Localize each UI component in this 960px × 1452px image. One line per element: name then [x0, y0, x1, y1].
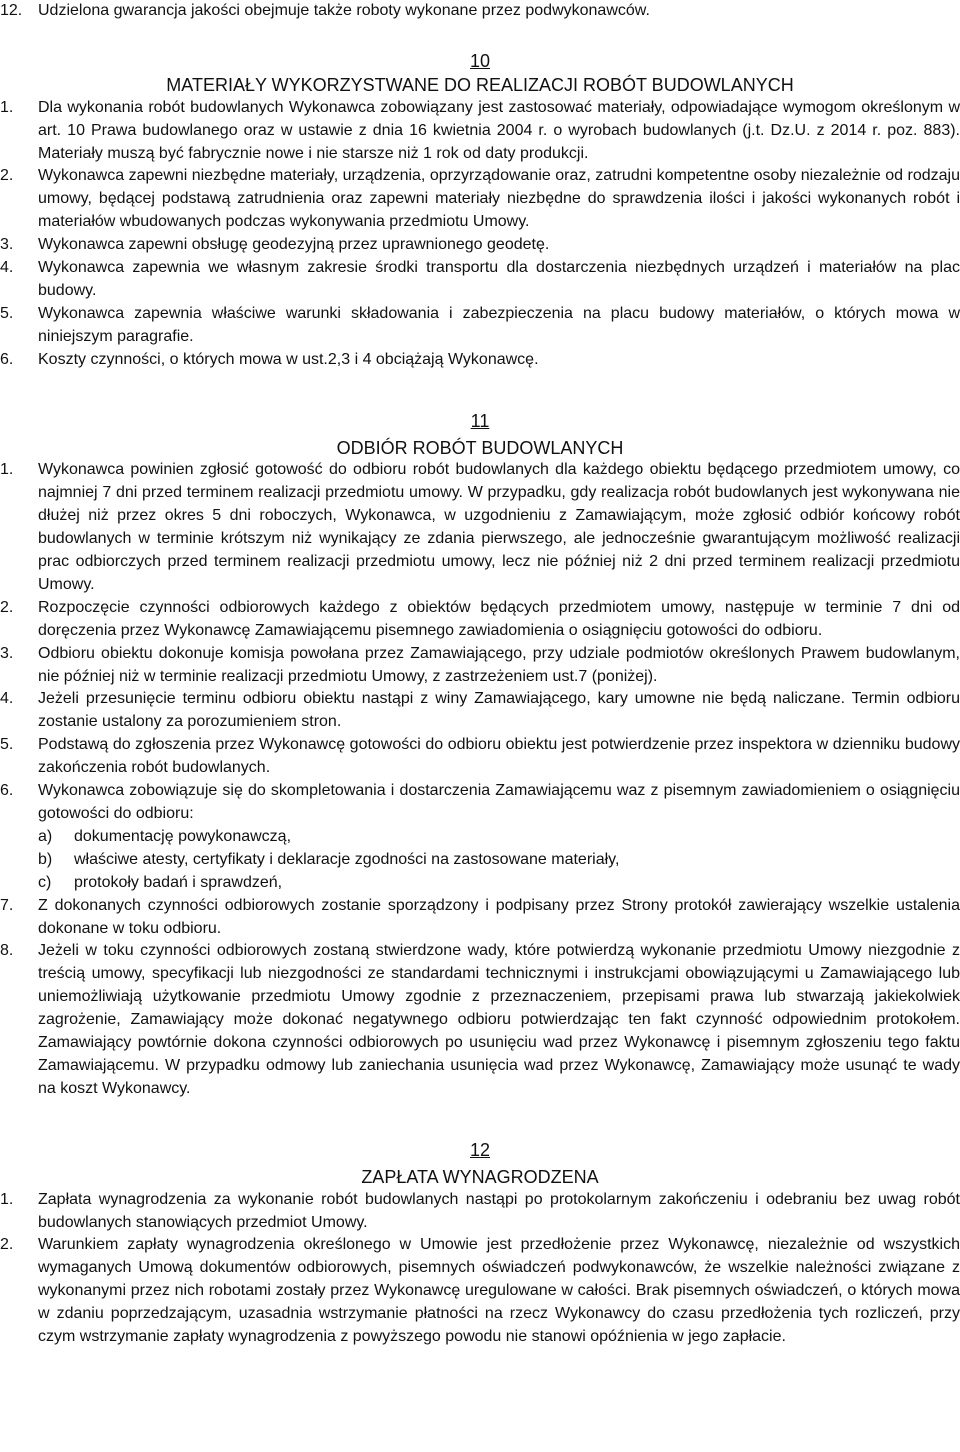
item-text: Zapłata wynagrodzenia za wykonanie robót budowlanych nastąpi po protokolarnym zakończeniu i odebraniu bez uwag robót budowlanych stanowiących przedmiot Umowy.	[38, 1190, 960, 1231]
item-number: 1.	[0, 98, 14, 116]
item-text: Wykonawca zapewnia we własnym zakresie środki transportu dla dostarczenia niezbędnych urządzeń i materiałów na plac budowy.	[38, 259, 960, 299]
item-number: 3.	[0, 236, 14, 254]
section-number: 12	[469, 1139, 491, 1160]
indent-spacer	[0, 849, 38, 872]
sub-item-label: c)	[38, 873, 52, 891]
list-item	[0, 97, 960, 166]
sub-list-item	[0, 872, 960, 895]
item-number: 4.	[0, 690, 14, 708]
item-number: 4.	[0, 259, 14, 277]
item-text: Wykonawca zobowiązuje się do skompletowania i dostarczenia Zamawiającemu waz z pisemnym zawiadomieniem o osiągnięciu gotowości do odbioru:	[38, 782, 960, 822]
item-text: Wykonawca zapewnia właściwe warunki składowania i zabezpieczenia na placu budowy materiałów, o których mowa w niniejszym paragrafie.	[38, 304, 960, 345]
item-number: 3.	[0, 644, 14, 662]
sub-item-text: dokumentację powykonawczą,	[74, 827, 292, 845]
list-item	[0, 234, 960, 257]
section-title: ODBIÓR ROBÓT BUDOWLANYCH	[336, 437, 624, 458]
item-number: 5.	[0, 304, 14, 322]
item-text: Wykonawca zapewni obsługę geodezyjną przez uprawnionego geodetę.	[38, 236, 550, 254]
section-12-heading	[0, 1139, 960, 1189]
item-text: Dla wykonania robót budowlanych Wykonawca zobowiązany jest zastosować materiały, odpowiadające wymogom określonym w art. 10 Prawa budowlanego oraz w ustawie z dnia 16 kwietnia 2004 r. o wyrobach budowlanych (j.t. Dz.U. z 2014 r. poz. 883). Materiały muszą być fabrycznie nowe i nie starsze niż 1 rok od daty produkcji.	[38, 98, 960, 162]
list-item	[0, 459, 960, 596]
section-12-items	[0, 1189, 960, 1349]
item-text: Odbioru obiektu dokonuje komisja powołana przez Zamawiającego, przy udziale podmiotów określonych Prawem budowlanym, nie później niż w terminie realizacji przedmiotu Umowy, z zastrzeżeniem ust.7 (poniżej).	[38, 644, 960, 685]
list-item	[0, 349, 960, 372]
item-number: 8.	[0, 942, 14, 960]
item-number: 6.	[0, 782, 14, 800]
section-title: MATERIAŁY WYKORZYSTWANE DO REALIZACJI ROBÓT BUDOWLANYCH	[166, 74, 794, 95]
sub-item-label: a)	[38, 827, 53, 845]
item-number: 1.	[0, 461, 14, 479]
list-item	[0, 303, 960, 349]
list-item	[0, 165, 960, 234]
list-item	[0, 688, 960, 734]
sub-list-item	[0, 826, 960, 849]
section-number: 10	[469, 50, 491, 71]
item-number: 5.	[0, 736, 14, 754]
list-item	[0, 1189, 960, 1235]
item-number: 1.	[0, 1190, 14, 1208]
list-item	[0, 1234, 960, 1349]
item-number: 2.	[0, 598, 14, 616]
item-text: Jeżeli przesunięcie terminu odbioru obiektu nastąpi z winy Zamawiającego, kary umowne nie będą naliczane. Termin odbioru zostanie ustalony za porozumieniem stron.	[38, 690, 960, 731]
item-text: Jeżeli w toku czynności odbiorowych zostaną stwierdzone wady, które potwierdzą wykonanie przedmiotu Umowy niezgodnie z treścią umowy, specyfikacji lub niezgodności ze standardami technicznymi i instrukcjami obowiązującymi u Zamawiającego lub uniemożliwiają użytkowanie przedmiotu Umowy zgodnie z przeznaczeniem, przepisami prawa lub stwarzają jakiekolwiek zagrożenie, Zamawiający może dokonać negatywnego odbioru potwierdzając ten fakt czynność odpowiednim protokołem. Zamawiający powtórnie dokona czynności odbiorowych po usunięciu wad przez Wykonawcę i pisemnym zgłoszeniu tego faktu Zamawiającemu. W przypadku odmowy lub zaniechania usunięcia wad przez Wykonawcę, Zamawiający może usunąć te wady na koszt Wykonawcy.	[38, 942, 960, 1097]
list-item	[0, 597, 960, 643]
list-item	[0, 734, 960, 780]
intro-clause	[0, 0, 960, 23]
section-title: ZAPŁATA WYNAGRODZENA	[361, 1166, 599, 1187]
section-11-heading	[0, 410, 960, 460]
indent-spacer	[0, 872, 38, 895]
item-text: Wykonawca powinien zgłosić gotowość do odbioru robót budowlanych dla każdego obiektu będącego przedmiotem umowy, co najmniej 7 dni przed terminem realizacji przedmiotu umowy. W przypadku, gdy realizacja robót budowlanych jest wykonywana nie dłużej niż przez okres 5 dni roboczych, Wykonawca, w uzgodnieniu z Zamawiającym, może zgłosić odbiór końcowy robót budowlanych w terminie krótszym niż wynikający ze zdania pierwszego, ale jednocześnie gwarantującym możliwość realizacji prac odbiorczych przed terminem realizacji przedmiotu umowy, lecz nie później niż 2 dni przed terminem realizacji przedmiotu Umowy.	[38, 461, 960, 593]
list-item	[0, 940, 960, 1100]
item-text: Wykonawca zapewni niezbędne materiały, urządzenia, oprzyrządowanie oraz, zatrudni kompetentne osoby niezależnie od rodzaju umowy, będącej podstawą zatrudnienia oraz zapewni materiały niezbędne do sprawdzenia ilości i jakości wykonanych robót i materiałów wbudowanych podczas wykonywania przedmiotu Umowy.	[38, 167, 960, 231]
item-text: Rozpoczęcie czynności odbiorowych każdego z obiektów będących przedmiotem umowy, następuje w terminie 7 dni od doręczenia przez Wykonawcę Zamawiającemu pisemnego zawiadomienia o osiągnięciu gotowości do odbioru.	[38, 598, 960, 639]
list-item	[0, 643, 960, 689]
item-text: Koszty czynności, o których mowa w ust.2,3 i 4 obciążają Wykonawcę.	[38, 350, 539, 368]
item-number: 6.	[0, 350, 14, 368]
section-11-items	[0, 459, 960, 1100]
sub-item-text: protokoły badań i sprawdzeń,	[74, 873, 283, 891]
item-text: Podstawą do zgłoszenia przez Wykonawcę gotowości do odbioru obiektu jest potwierdzenie przez inspektora w dzienniku budowy zakończenia robót budowlanych.	[38, 736, 960, 777]
section-10-items	[0, 97, 960, 372]
section-10-heading	[0, 50, 960, 97]
indent-spacer	[0, 826, 38, 849]
section-number: 11	[470, 410, 490, 431]
item-text: Z dokonanych czynności odbiorowych zostanie sporządzony i podpisany przez Strony protokół zawierający wszelkie ustalenia dokonane w toku odbioru.	[38, 896, 960, 937]
list-item	[0, 780, 960, 826]
clause-number: 12.	[0, 2, 23, 19]
item-number: 2.	[0, 1236, 14, 1254]
clause-text: Udzielona gwarancja jakości obejmuje także roboty wykonane przez podwykonawców.	[38, 2, 650, 19]
item-number: 7.	[0, 896, 14, 914]
sub-item-text: właściwe atesty, certyfikaty i deklaracje zgodności na zastosowane materiały,	[74, 850, 620, 868]
item-number: 2.	[0, 167, 14, 185]
list-item	[0, 895, 960, 941]
sub-item-label: b)	[38, 850, 53, 868]
list-item	[0, 257, 960, 303]
sub-list-item	[0, 849, 960, 872]
item-text: Warunkiem zapłaty wynagrodzenia określonego w Umowie jest przedłożenie przez Wykonawcę, niezależnie od wszystkich wymaganych Umową dokumentów odbiorowych, pisemnych oświadczeń podwykonawców, że wszelkie należności związane z wykonanymi przez nich robotami zostały przez Wykonawcę uregulowane w całości. Brak pisemnych oświadczeń, o których mowa w zdaniu poprzedzającym, uzasadnia wstrzymanie płatności na rzecz Wykonawcy do czasu przedłożenia tych rozliczeń, przy czym wstrzymanie zapłaty wynagrodzenia z powyższego powodu nie stanowi opóźnienia w jego zapłacie.	[38, 1236, 960, 1346]
